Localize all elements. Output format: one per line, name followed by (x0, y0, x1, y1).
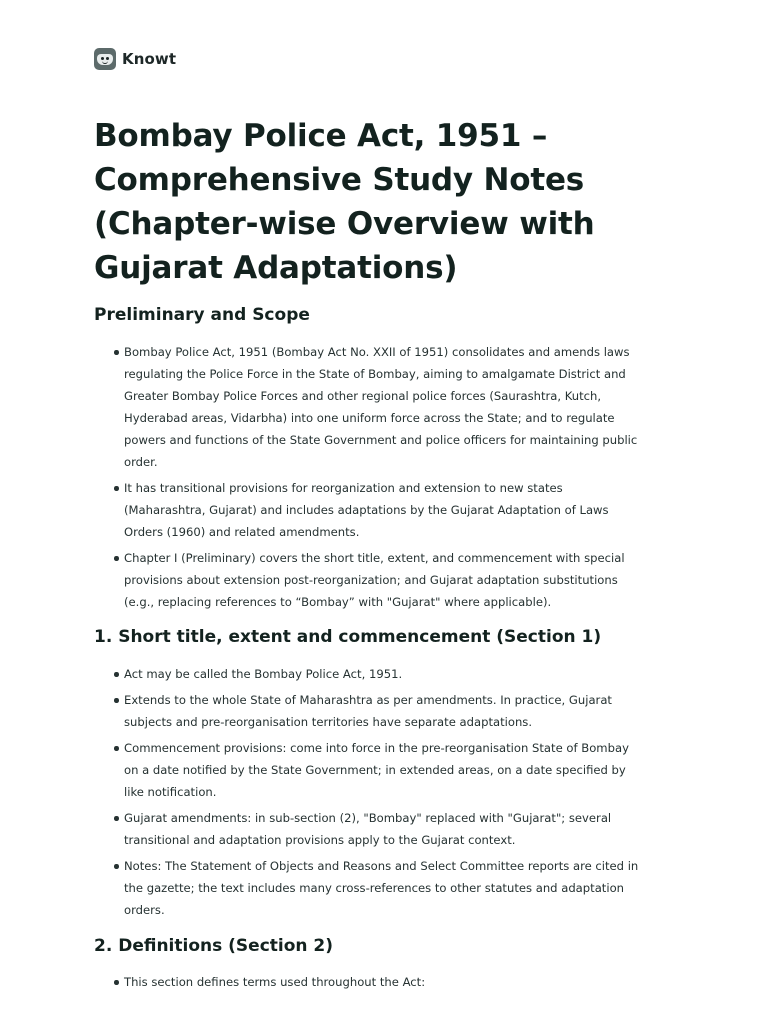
section-heading-section-2: 2. Definitions (Section 2) (94, 936, 334, 956)
list-item: Bombay Police Act, 1951 (Bombay Act No. XXII of 1951) consolidates and amends laws regulating the Police Force in the State of Bombay, aiming to amalgamate District and Greater Bombay Police Forces and other regional police forces (Saurashtra, Kutch, Hyderabad areas, Vidarbha) into one uniform force across the State; and to regulate powers and functions of the State Government and police officers for maintaining public order. (94, 341, 644, 473)
page-title: Bombay Police Act, 1951 – Comprehensive Study Notes (Chapter-wise Overview with Gujarat Adaptations) (94, 118, 595, 286)
section-list-preliminary (94, 341, 644, 617)
brand[interactable] (94, 48, 176, 70)
list-item: It has transitional provisions for reorganization and extension to new states (Maharashtra, Gujarat) and includes adaptations by the Gujarat Adaptation of Laws Orders (1960) and related amendments. (94, 477, 644, 543)
list-item: Act may be called the Bombay Police Act, 1951. (94, 663, 644, 685)
knowt-logo-icon (94, 48, 116, 70)
section-heading-preliminary: Preliminary and Scope (94, 305, 310, 325)
list-item: This section defines terms used throughout the Act: (94, 971, 644, 993)
section-heading-section-1: 1. Short title, extent and commencement (Section 1) (94, 627, 602, 647)
section-list-section-1 (94, 663, 644, 925)
section-list-section-2 (94, 971, 644, 997)
brand-name: Knowt (122, 50, 177, 68)
list-item: Chapter I (Preliminary) covers the short title, extent, and commencement with special provisions about extension post-reorganization; and Gujarat adaptation substitutions (e.g., replacing references to “Bombay” with "Gujarat" where applicable). (94, 547, 644, 613)
list-item: Extends to the whole State of Maharashtra as per amendments. In practice, Gujarat subjects and pre-reorganisation territories have separate adaptations. (94, 689, 644, 733)
list-item: Gujarat amendments: in sub-section (2), "Bombay" replaced with "Gujarat"; several transitional and adaptation provisions apply to the Gujarat context. (94, 807, 644, 851)
list-item: Notes: The Statement of Objects and Reasons and Select Committee reports are cited in the gazette; the text includes many cross-references to other statutes and adaptation orders. (94, 855, 644, 921)
list-item: Commencement provisions: come into force in the pre-reorganisation State of Bombay on a date notified by the State Government; in extended areas, on a date specified by like notification. (94, 737, 644, 803)
